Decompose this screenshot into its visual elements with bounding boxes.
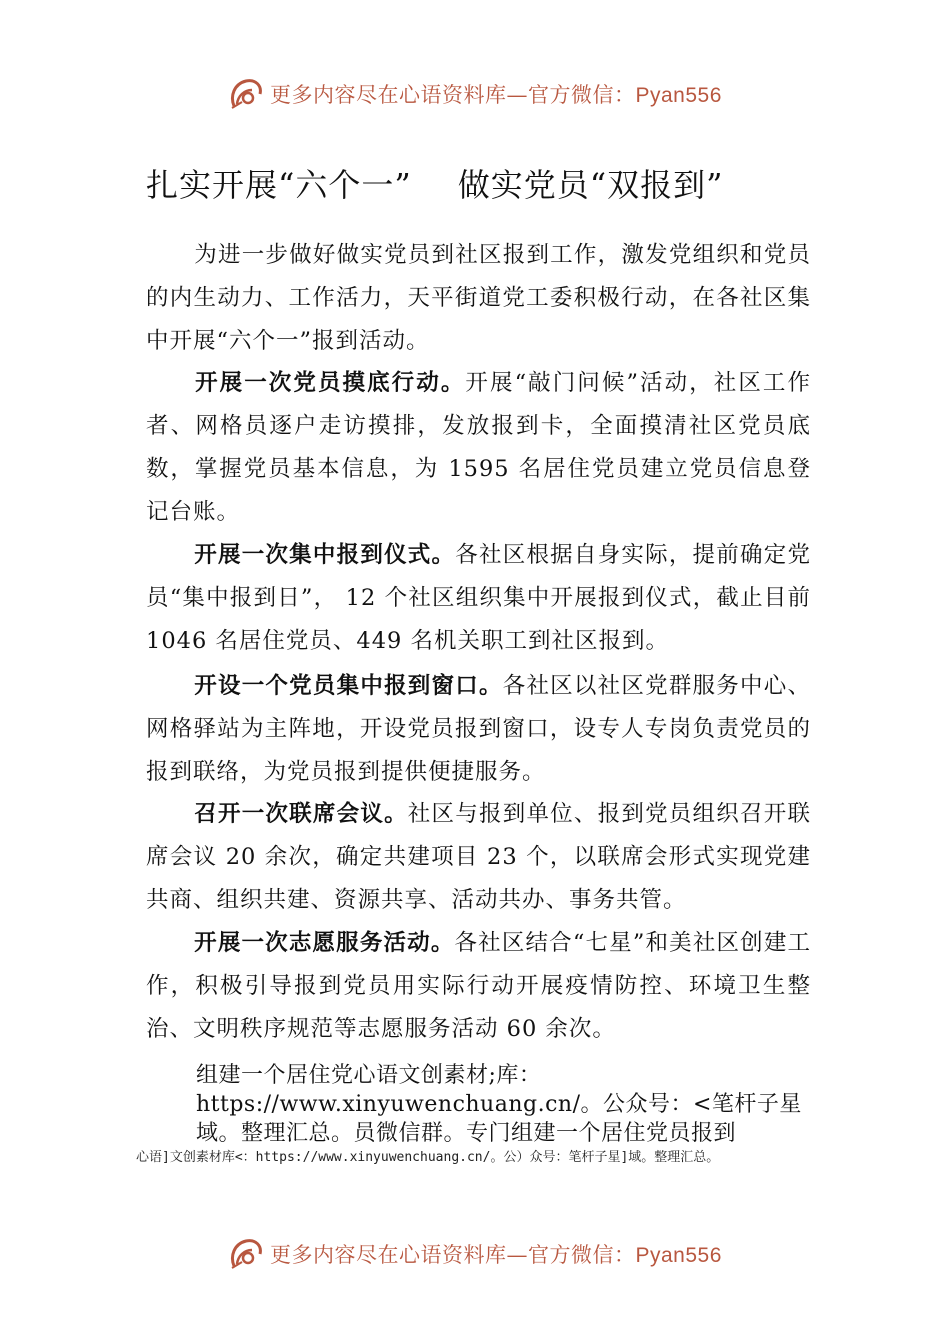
watermark-text: 更多内容尽在心语资料库—官方微信：Pyan556	[270, 83, 722, 107]
trailing-paragraph: 组建一个居住党心语文创素材;库：https://www.xinyuwenchuang.cn/。公众号：<笔杆子星域。整理汇总。员微信群。专门组建一个居住党员报到	[196, 1063, 802, 1146]
footnote: 心语]文创素材库<：https://www.xinyuwenchuang.cn/。公）众号：笔杆子星]域。整理汇总。	[136, 1150, 720, 1165]
xinyu-logo-icon	[226, 74, 266, 114]
section-paragraph-1: 开展一次党员摸底行动。开展“敲门问候”活动，社区工作者、网格员逐户走访摸排，发放报到卡，全面摸清社区党员底数，掌握党员基本信息，为 1595 名居住党员建立党员信息登记台账。	[146, 370, 811, 525]
section-heading: 开展一次党员摸底行动。	[194, 370, 466, 396]
intro-paragraph: 为进一步做好做实党员到社区报到工作，激发党组织和党员的内生动力、工作活力，天平街道党工委积极行动，在各社区集中开展“六个一”报到活动。	[146, 242, 811, 354]
footer-watermark-banner	[226, 1234, 722, 1274]
section-heading: 开设一个党员集中报到窗口。	[194, 673, 503, 699]
section-paragraph-5: 开展一次志愿服务活动。各社区结合“七星”和美社区创建工作，积极引导报到党员用实际行动开展疫情防控、环境卫生整治、文明秩序规范等志愿服务活动 60 余次。	[146, 930, 811, 1042]
section-heading: 开展一次集中报到仪式。	[194, 542, 456, 568]
section-paragraph-3: 开设一个党员集中报到窗口。各社区以社区党群服务中心、网格驿站为主阵地，开设党员报到窗口，设专人专岗负责党员的报到联络，为党员报到提供便捷服务。	[146, 673, 811, 785]
section-heading: 开展一次志愿服务活动。	[194, 930, 455, 956]
section-heading: 召开一次联席会议。	[194, 801, 408, 827]
section-paragraph-4: 召开一次联席会议。社区与报到单位、报到党员组织召开联席会议 20 余次，确定共建项目 23 个，以联席会形式实现党建共商、组织共建、资源共享、活动共办、事务共管。	[146, 801, 811, 913]
watermark-text: 更多内容尽在心语资料库—官方微信：Pyan556	[270, 1243, 722, 1267]
header-watermark-banner	[226, 74, 722, 114]
xinyu-logo-icon	[226, 1234, 266, 1274]
page-title: 扎实开展“六个一” 做实党员“双报到”	[146, 166, 724, 204]
section-paragraph-2: 开展一次集中报到仪式。各社区根据自身实际，提前确定党员“集中报到日”， 12 个社区组织集中开展报到仪式，截止目前 1046 名居住党员、449 名机关职工到社区报到。	[146, 542, 811, 654]
